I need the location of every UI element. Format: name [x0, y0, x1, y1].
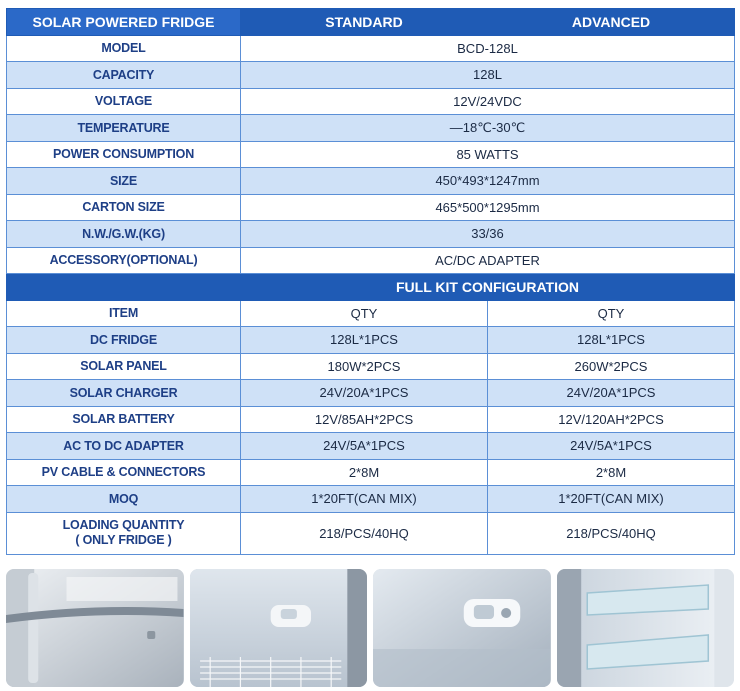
loading-label-line1: LOADING QUANTITY [62, 518, 185, 532]
kit-standard: QTY [241, 300, 488, 327]
spec-value: 465*500*1295mm [241, 194, 735, 221]
kit-advanced: 2*8M [488, 459, 735, 486]
loading-label-line2: ( ONLY FRIDGE ) [75, 533, 172, 547]
spec-label: MODEL [7, 35, 241, 62]
spec-label: VOLTAGE [7, 88, 241, 115]
kit-advanced: 218/PCS/40HQ [488, 512, 735, 554]
spec-value: 450*493*1247mm [241, 168, 735, 195]
photo-thermostat [373, 569, 551, 687]
kit-row-adapter [7, 433, 735, 460]
spec-value: 85 WATTS [241, 141, 735, 168]
header-advanced: ADVANCED [488, 9, 735, 36]
spec-value: 12V/24VDC [241, 88, 735, 115]
kit-standard: 24V/5A*1PCS [241, 433, 488, 460]
spec-table [6, 8, 735, 555]
kit-label: SOLAR PANEL [7, 353, 241, 380]
kit-row-battery [7, 406, 735, 433]
kit-label: PV CABLE & CONNECTORS [7, 459, 241, 486]
door-shelves-image [557, 569, 735, 687]
kit-advanced: 24V/5A*1PCS [488, 433, 735, 460]
spec-row-weight [7, 221, 735, 248]
photo-fridge-doors [6, 569, 184, 687]
spec-label: N.W./G.W.(KG) [7, 221, 241, 248]
kit-row-cable [7, 459, 735, 486]
kit-advanced: 24V/20A*1PCS [488, 380, 735, 407]
spec-row-accessory [7, 247, 735, 274]
spec-row-voltage [7, 88, 735, 115]
spec-label: ACCESSORY(OPTIONAL) [7, 247, 241, 274]
fridge-interior-image [190, 569, 368, 687]
kit-advanced: 12V/120AH*2PCS [488, 406, 735, 433]
spec-label: TEMPERATURE [7, 115, 241, 142]
kit-advanced: QTY [488, 300, 735, 327]
kit-standard: 180W*2PCS [241, 353, 488, 380]
spec-row-temperature [7, 115, 735, 142]
spec-row-size [7, 168, 735, 195]
kit-row-charger [7, 380, 735, 407]
kit-row-moq [7, 486, 735, 513]
kit-standard: 2*8M [241, 459, 488, 486]
kit-label: DC FRIDGE [7, 327, 241, 354]
spec-row-power [7, 141, 735, 168]
spec-value: 33/36 [241, 221, 735, 248]
photo-fridge-interior [190, 569, 368, 687]
spec-value: 128L [241, 62, 735, 89]
kit-label: ITEM [7, 300, 241, 327]
kit-standard: 128L*1PCS [241, 327, 488, 354]
kit-row-fridge [7, 327, 735, 354]
kit-label-loading [7, 512, 241, 554]
kit-label: SOLAR CHARGER [7, 380, 241, 407]
spec-row-capacity [7, 62, 735, 89]
product-photos [6, 569, 734, 687]
kit-label: MOQ [7, 486, 241, 513]
kit-standard: 1*20FT(CAN MIX) [241, 486, 488, 513]
spec-label: CAPACITY [7, 62, 241, 89]
header-product: SOLAR POWERED FRIDGE [7, 9, 241, 36]
kit-row-panel [7, 353, 735, 380]
kit-standard: 12V/85AH*2PCS [241, 406, 488, 433]
spec-label: SIZE [7, 168, 241, 195]
header-standard: STANDARD [241, 9, 488, 36]
spec-value: BCD-128L [241, 35, 735, 62]
kit-advanced: 128L*1PCS [488, 327, 735, 354]
header-row [7, 9, 735, 36]
kit-header-spacer [7, 274, 241, 301]
spec-label: CARTON SIZE [7, 194, 241, 221]
kit-standard: 218/PCS/40HQ [241, 512, 488, 554]
spec-row-carton [7, 194, 735, 221]
spec-label: POWER CONSUMPTION [7, 141, 241, 168]
spec-row-model [7, 35, 735, 62]
kit-standard: 24V/20A*1PCS [241, 380, 488, 407]
spec-value: —18℃-30℃ [241, 115, 735, 142]
kit-label: SOLAR BATTERY [7, 406, 241, 433]
kit-title: FULL KIT CONFIGURATION [241, 274, 735, 301]
kit-row-item [7, 300, 735, 327]
kit-advanced: 260W*2PCS [488, 353, 735, 380]
kit-label: AC TO DC ADAPTER [7, 433, 241, 460]
kit-advanced: 1*20FT(CAN MIX) [488, 486, 735, 513]
thermostat-image [373, 569, 551, 687]
kit-header-row [7, 274, 735, 301]
spec-value: AC/DC ADAPTER [241, 247, 735, 274]
fridge-doors-image [6, 569, 184, 687]
kit-row-loading [7, 512, 735, 554]
photo-door-shelves [557, 569, 735, 687]
